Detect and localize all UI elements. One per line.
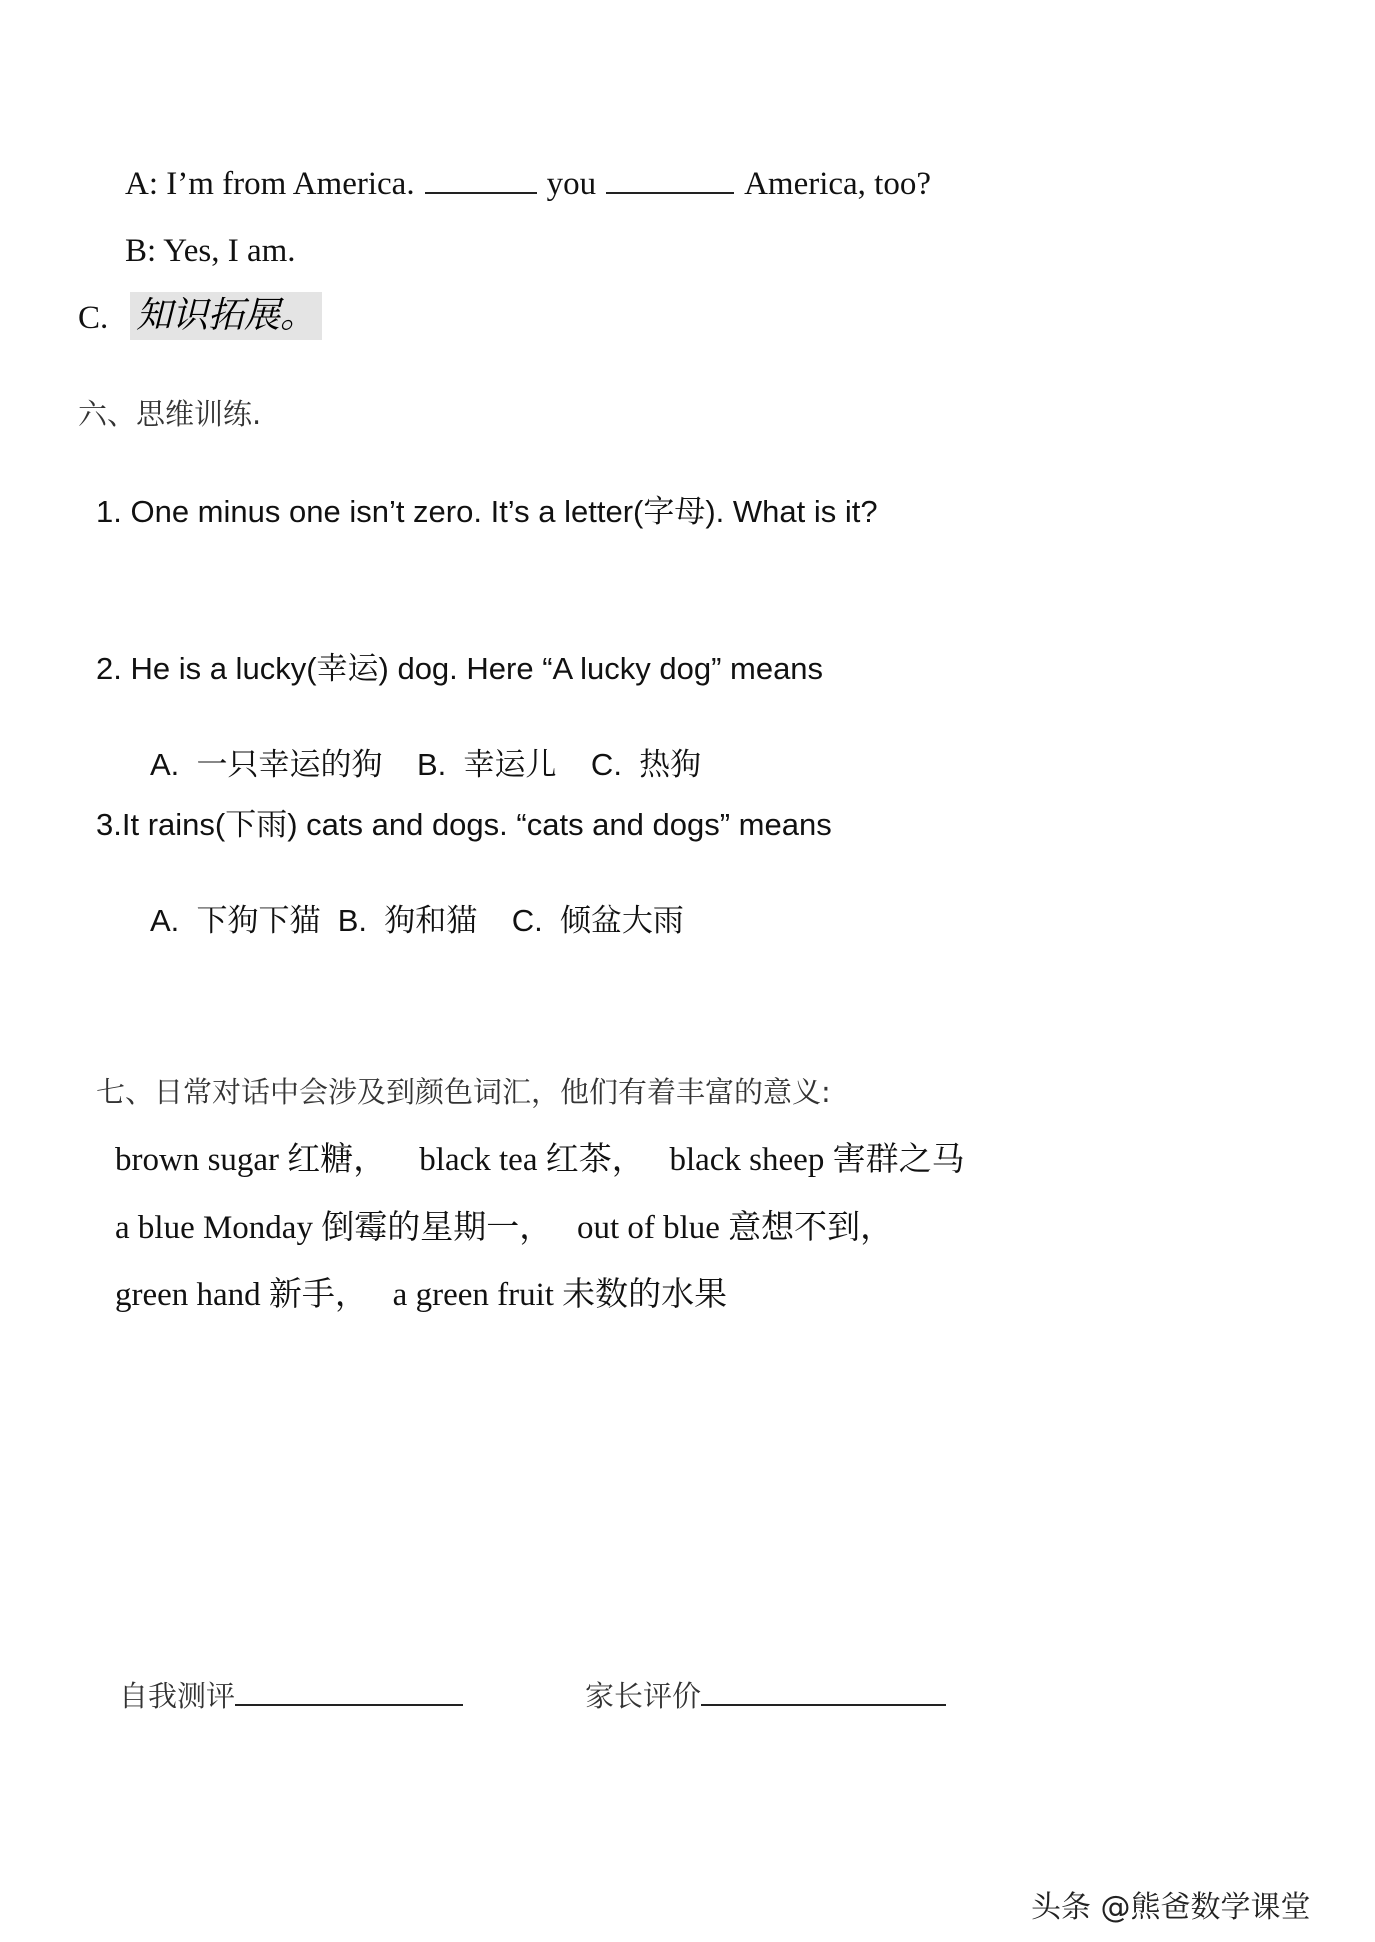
section-c-label: C. [78,300,109,336]
line-a-suffix: America, too? [744,166,931,202]
question-2: 2. He is a lucky(幸运) dog. Here “A lucky dog” means [96,651,824,686]
question-1: 1. One minus one isn’t zero. It’s a letter(字母). What is it? [96,494,878,529]
self-evaluation-blank[interactable] [235,1682,463,1706]
question-3-options: A. 下狗下猫 B. 狗和猫 C. 倾盆大雨 [150,903,684,938]
color-phrase-line: brown sugar 红糖， black tea 红茶， black sheep 害群之马 [115,1142,965,1178]
answer-blank-1[interactable] [425,170,537,194]
section-c-title: 知识拓展。 [130,292,322,340]
question-3: 3.It rains(下雨) cats and dogs. “cats and dogs” means [96,807,832,842]
dialogue-line-a [125,168,931,201]
self-evaluation-label: 自我测评 [119,1679,236,1713]
question-2-options: A. 一只幸运的狗 B. 幸运儿 C. 热狗 [150,747,702,782]
watermark: 头条 @熊爸数学课堂 [1031,1890,1311,1925]
line-a-mid: you [546,166,597,202]
section-7-heading: 七、日常对话中会涉及到颜色词汇，他们有着丰富的意义: [96,1075,831,1109]
parent-evaluation-label: 家长评价 [585,1679,702,1713]
line-a-text: A: I’m from America. [125,166,415,202]
parent-evaluation-blank[interactable] [701,1682,946,1706]
section-6-heading: 六、思维训练. [78,397,262,431]
dialogue-line-b: B: Yes, I am. [125,233,296,269]
color-phrase-line: a blue Monday 倒霉的星期一， out of blue 意想不到， [115,1210,894,1246]
parent-evaluation [585,1679,946,1713]
color-phrase-line: green hand 新手， a green fruit 未数的水果 [115,1277,728,1313]
answer-blank-2[interactable] [606,170,734,194]
self-evaluation [119,1679,463,1713]
